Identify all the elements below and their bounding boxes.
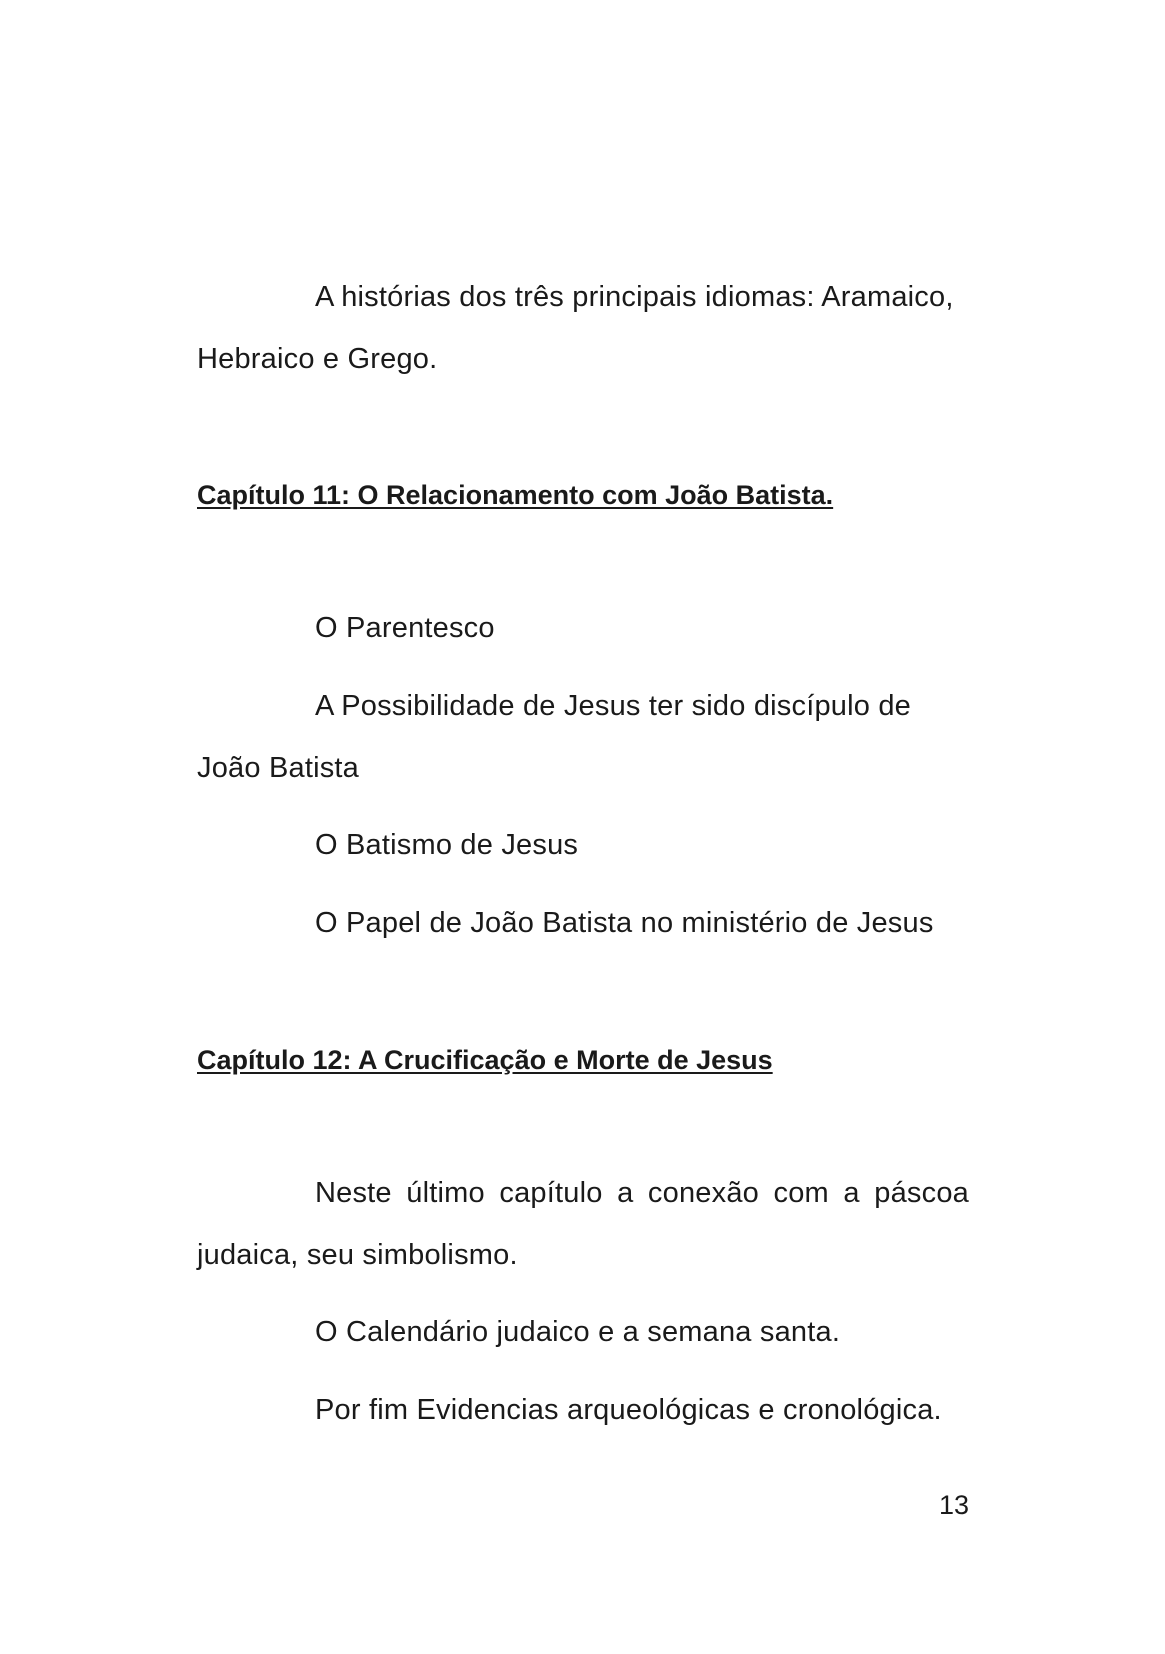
chapter-12-paragraph-pascoa: Neste último capítulo a conexão com a páscoa judaica, seu simbolismo. (197, 1177, 969, 1271)
page-number: 13 (938, 1490, 969, 1520)
chapter-11-item-papel: O Papel de João Batista no ministério de Jesus (315, 907, 934, 939)
chapter-11-item-parentesco: O Parentesco (315, 612, 495, 644)
chapter-11-item-batismo: O Batismo de Jesus (315, 829, 579, 861)
chapter-12-paragraph-evidencias: Por fim Evidencias arqueológicas e cronológica. (315, 1394, 942, 1426)
intro-paragraph: A histórias dos três principais idiomas: Aramaico, Hebraico e Grego. (197, 281, 954, 375)
chapter-11-heading: Capítulo 11: O Relacionamento com João Batista. (197, 480, 834, 510)
chapter-12-paragraph-calendario: O Calendário judaico e a semana santa. (315, 1316, 841, 1348)
chapter-12-heading: Capítulo 12: A Crucificação e Morte de Jesus (197, 1045, 773, 1075)
chapter-11-item-discipulo: A Possibilidade de Jesus ter sido discípulo de João Batista (197, 690, 911, 784)
